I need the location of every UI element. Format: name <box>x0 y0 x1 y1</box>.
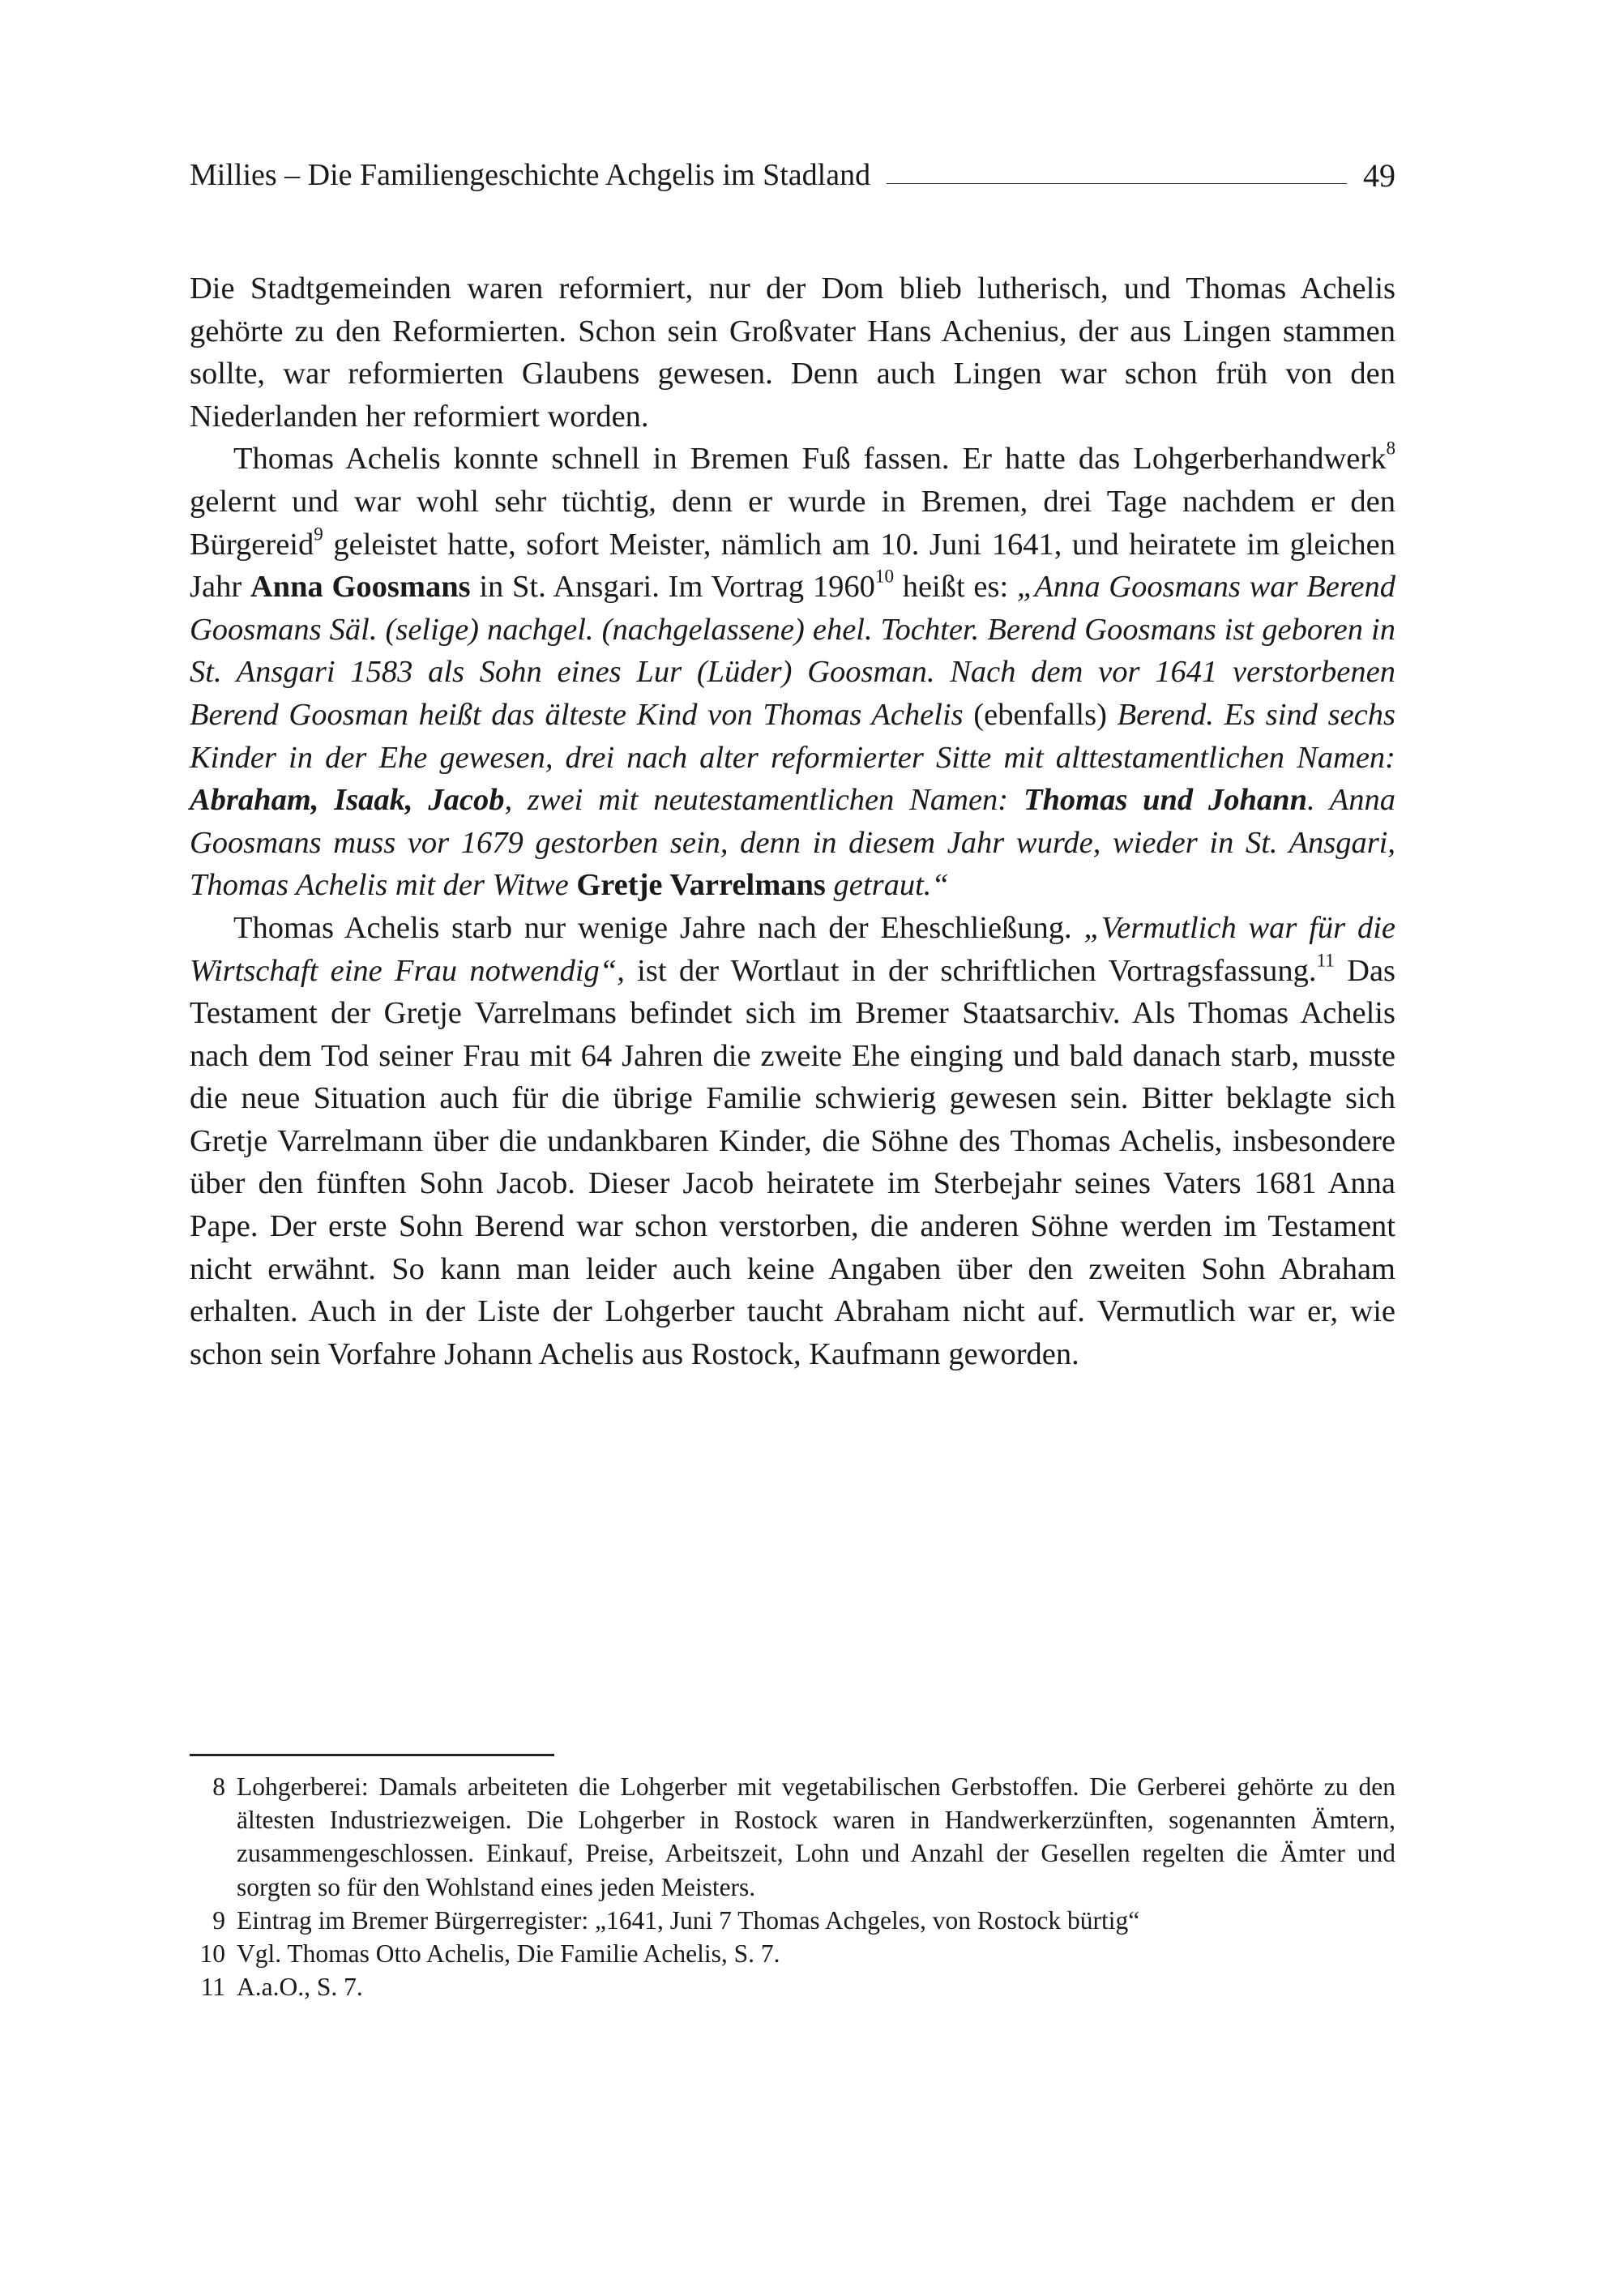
text-run: Thomas Achelis konnte schnell in Bremen Fuß fassen. Er hatte das Lohgerberhandwerk <box>233 442 1387 477</box>
footnotes <box>190 1770 1395 2003</box>
text-run: Das Testament der Gretje Varrelmans befindet sich im Bremer Staatsarchiv. Als Thomas Achelis nach dem Tod seiner Frau mit 64 Jahren die zweite Ehe einging und bald danach starb, musste die neue Situation auch für die übrige Familie schwierig gewesen sein. Bitter beklagte sich Gretje Varrelmann über die undankbaren Kinder, die Söhne des Thomas Achelis, insbesondere über den fünften Sohn Jacob. Dieser Jacob heiratete im Sterbejahr seines Vaters 1681 Anna Pape. Der erste Sohn Berend war schon verstorben, die anderen Söhne werden im Testament nicht erwähnt. So kann man leider auch keine Angaben über den zweiten Sohn Abraham erhalten. Auch in der Liste der Lohgerber taucht Abraham nicht auf. Vermutlich war er, wie schon sein Vorfahre Johann Achelis aus Rostock, Kaufmann geworden. <box>190 953 1396 1371</box>
footnote-text: A.a.O., S. 7. <box>237 1973 363 2002</box>
quote-text: . Anna Goosmans muss vor 1679 gestorben sein, denn in diesem Jahr wurde, wieder in St. Ansgari, Thomas Achelis mit der Witwe <box>190 783 1396 903</box>
text-run: ist der Wortlaut in der schriftlichen Vortragsfassung. <box>624 953 1317 988</box>
footnote-number: 8 <box>212 1772 225 1801</box>
running-title: Millies – Die Familiengeschichte Achgelis im Stadland <box>190 158 871 192</box>
quote-text: , zwei mit neutestamentlichen Namen: <box>504 783 1024 818</box>
body-text <box>190 267 1395 1375</box>
footnote-text: Eintrag im Bremer Bürgerregister: „1641, Juni 7 Thomas Achgeles, von Rostock bürtig“ <box>237 1905 1140 1935</box>
footnote <box>190 1904 1395 1937</box>
text-run: heißt es: <box>893 570 1017 605</box>
footnote-ref: 11 <box>1316 949 1335 971</box>
footnote-text: Lohgerberei: Damals arbeiteten die Lohgerber mit vegetabilischen Gerbstoffen. Die Gerberei gehörte zu den ältesten Industriezweigen. Die Lohgerber in Rostock waren in Handwerkerzünften, sogenannten Ämtern, zusammengeschlossen. Einkauf, Preise, Arbeitszeit, Lohn und Anzahl der Gesellen regelten die Ämter und sorgten so für den Wohlstand eines jeden Meisters. <box>237 1772 1395 1901</box>
footnote <box>190 1770 1395 1904</box>
footnote-ref: 8 <box>1386 438 1395 460</box>
paragraph-3 <box>190 907 1395 1376</box>
paragraph-2 <box>190 438 1395 907</box>
bold-name: Anna Goosmans <box>250 570 471 605</box>
quote-text: getraut.“ <box>825 868 949 903</box>
bold-italic-names: Abraham, Isaak, Jacob <box>190 783 505 818</box>
footnote <box>190 1937 1395 1970</box>
footnote-ref: 9 <box>314 523 323 545</box>
text-run: Die Stadtgemeinden waren reformiert, nur der Dom blieb lutherisch, und Thomas Achelis gehörte zu den Reformierten. Schon sein Großvater Hans Achenius, der aus Lingen stammen sollte, war reformierten Glaubens gewesen. Denn auch Lingen war schon früh von den Niederlanden her reformiert worden. <box>190 272 1395 434</box>
running-header <box>190 151 1395 199</box>
footnote-number: 10 <box>199 1939 225 1969</box>
text-run: geleistet hatte, sofort Meister, nämlich am 10. Juni 1641, und heiratete im gleichen Jahr <box>190 527 1395 605</box>
footnote-number: 11 <box>200 1973 225 2002</box>
text-run: Thomas Achelis starb nur wenige Jahre nach der Eheschließung. <box>233 910 1084 945</box>
header-rule <box>887 183 1347 184</box>
text-run: in St. Ansgari. Im Vortrag 1960 <box>470 570 875 605</box>
footnote <box>190 1970 1395 2003</box>
footnote-number: 9 <box>212 1905 225 1935</box>
page-number: 49 <box>1363 156 1395 194</box>
quote-text: „Vermutlich war für die Wirtschaft eine Frau notwendig“, <box>190 910 1395 988</box>
footnote-separator <box>190 1754 554 1756</box>
quote-text: „Anna Goosmans war Berend Goosmans Säl. (selige) nachgel. (nachgelassene) ehel. Tochter. Berend Goosmans ist geboren in St. Ansgari 1583 als Sohn eines Lur (Lüder) Goosman. Nach dem vor 1641 verstorbenen Berend Goosman heißt das älteste Kind von Thomas Achelis <box>190 570 1395 732</box>
paragraph-1 <box>190 267 1395 438</box>
bold-name: Gretje Varrelmans <box>576 868 826 903</box>
quote-text: Berend. Es sind sechs Kinder in der Ehe gewesen, drei nach alter reformierter Sitte mit alttestamentlichen Namen: <box>190 697 1395 775</box>
text-run: (ebenfalls) <box>963 697 1118 732</box>
footnote-text: Vgl. Thomas Otto Achelis, Die Familie Achelis, S. 7. <box>237 1939 780 1969</box>
footnote-ref: 10 <box>874 565 894 587</box>
text-run: gelernt und war wohl sehr tüchtig, denn er wurde in Bremen, drei Tage nachdem er den Bürgereid <box>190 484 1395 562</box>
bold-italic-names: Thomas und Johann <box>1023 783 1307 818</box>
